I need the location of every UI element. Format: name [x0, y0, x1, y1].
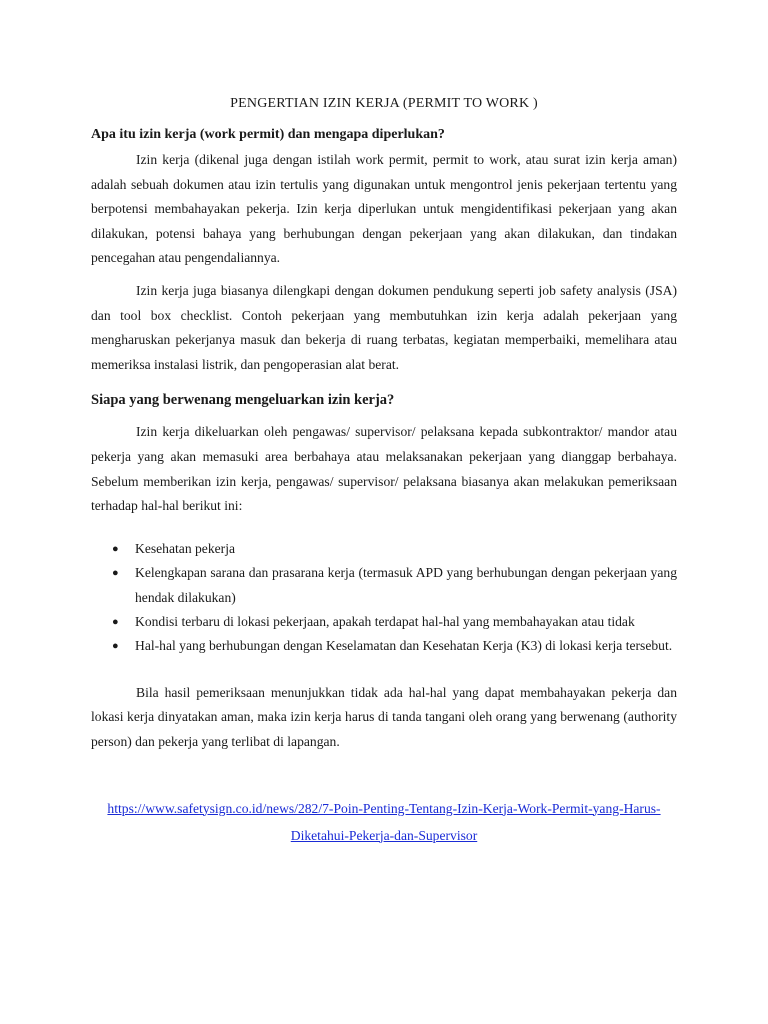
paragraph-permit-supporting-docs: Izin kerja juga biasanya dilengkapi dengan dokumen pendukung seperti job safety analysis (JSA) dan tool box checklist. Contoh pekerjaan yang membutuhkan izin kerja adalah pekerjaan yang mengharuskan pekerjanya masuk dan bekerja di ruang terbatas, kegiatan memperbaiki, memelihara atau memeriksa instalasi listrik, dan pengoperasian alat berat. — [91, 282, 677, 372]
source-link-line-1: https://www.safetysign.co.id/news/282/7-Poin-Penting-Tentang-Izin-Kerja-Work-Permit-yang-Harus- — [107, 800, 661, 816]
section-heading-who-authorizes: Siapa yang berwenang mengeluarkan izin kerja? — [91, 392, 395, 409]
bullet-icon: ● — [112, 615, 119, 628]
list-item-text: Kesehatan pekerja — [135, 540, 236, 556]
section-heading-what-is-permit: Apa itu izin kerja (work permit) dan mengapa diperlukan? — [91, 127, 445, 142]
document-title: PENGERTIAN IZIN KERJA (PERMIT TO WORK ) — [230, 96, 538, 111]
list-item-text: Kelengkapan sarana dan prasarana kerja (termasuk APD yang berhubungan dengan pekerjaan yang hendak dilakukan) — [135, 565, 677, 605]
list-item — [91, 634, 677, 658]
list-item — [91, 561, 677, 610]
list-item — [91, 610, 677, 634]
paragraph-permit-issuer: Izin kerja dikeluarkan oleh pengawas/ supervisor/ pelaksana kepada subkontraktor/ mandor atau pekerja yang akan memasuki area berbahaya atau melaksanakan pekerjaan yang dianggap berbahaya. Sebelum memberikan izin kerja, pengawas/ supervisor/ pelaksana biasanya akan melakukan pemeriksaan terhadap hal-hal berikut ini: — [91, 424, 677, 514]
bullet-icon: ● — [112, 542, 119, 555]
source-link-line-2: Diketahui-Pekerja-dan-Supervisor — [290, 827, 478, 843]
paragraph-permit-signing: Bila hasil pemeriksaan menunjukkan tidak ada hal-hal yang dapat membahayakan pekerja dan lokasi kerja dinyatakan aman, maka izin kerja harus di tanda tangani oleh orang yang berwenang (authority person) dan pekerja yang terlibat di lapangan. — [91, 684, 677, 749]
list-item — [91, 537, 677, 561]
bullet-icon: ● — [112, 567, 119, 580]
bullet-icon: ● — [112, 640, 119, 653]
list-item-text: Hal-hal yang berhubungan dengan Keselamatan dan Kesehatan Kerja (K3) di lokasi kerja tersebut. — [135, 638, 673, 654]
source-link-block — [91, 795, 677, 849]
inspection-checklist — [91, 537, 677, 659]
spacer — [91, 673, 677, 681]
list-item-text: Kondisi terbaru di lokasi pekerjaan, apakah terdapat hal-hal yang membahayakan atau tidak — [135, 613, 635, 629]
source-link[interactable] — [107, 801, 660, 843]
paragraph-permit-definition: Izin kerja (dikenal juga dengan istilah work permit, permit to work, atau surat izin kerja aman) adalah sebuah dokumen atau izin tertulis yang digunakan untuk mengontrol jenis pekerjaan tertentu yang berpotensi membahayakan pekerja. Izin kerja diperlukan untuk mengidentifikasi pekerjaan yang akan dilakukan, potensi bahaya yang berhubungan dengan pekerjaan yang akan dilakukan, dan tindakan pencegahan atau pengendaliannya. — [91, 152, 677, 266]
